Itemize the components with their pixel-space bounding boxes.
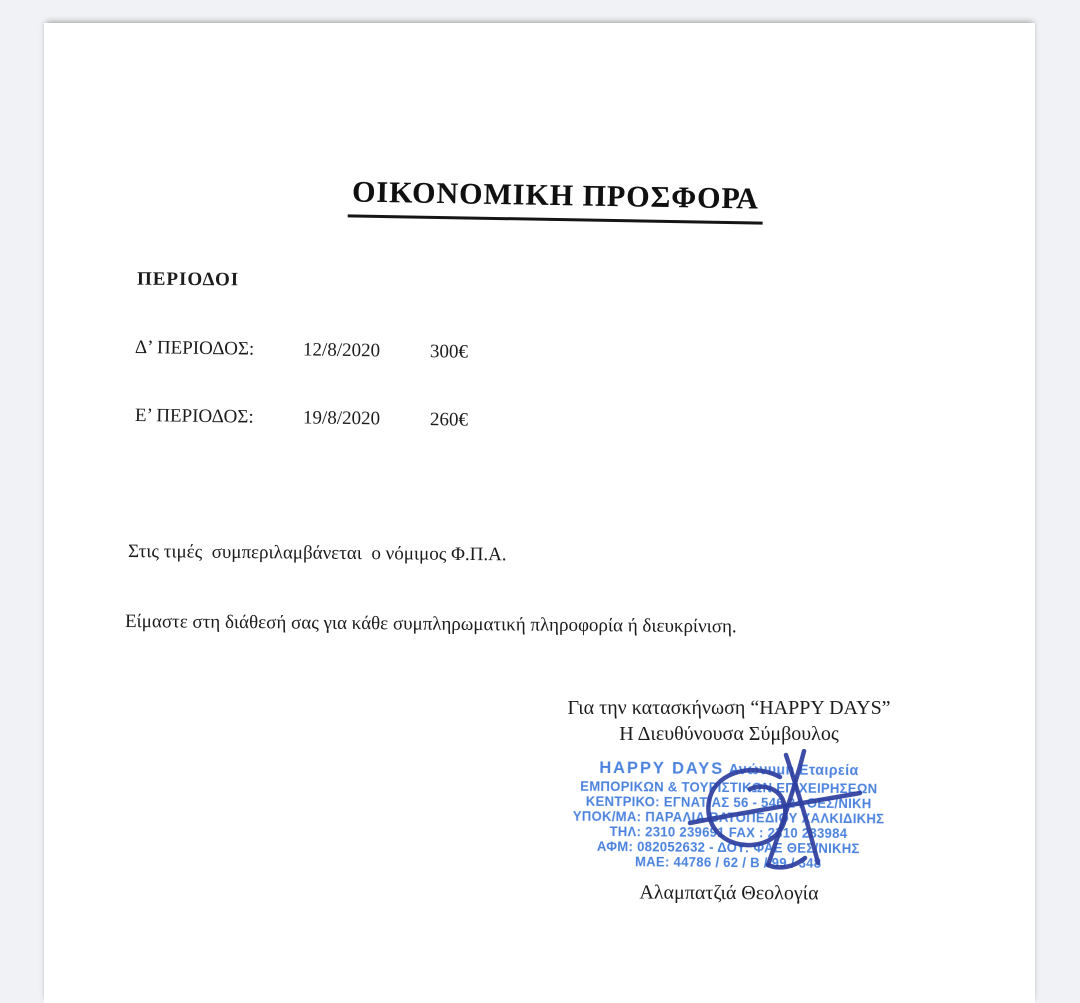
signer-name: Αλαμπατζιά Θεολογία: [639, 881, 819, 905]
title-wrap: [60, 170, 1052, 229]
stamp-line: ΤΗΛ: 2310 239691 FAX : 2310 283984: [609, 823, 848, 842]
signoff-role-line: Η Διευθύνουσα Σύμβουλος: [619, 723, 839, 745]
document-page: [44, 23, 1035, 1003]
stamp-line: ΚΕΝΤΡΙΚΟ: ΕΓΝΑΤΙΑΣ 56 - 546 24 ΘΕΣ/ΝΙΚΗ: [586, 793, 873, 812]
stamp-brand-suffix: Ανώνυμη Εταιρεία: [729, 761, 860, 780]
contact-note: Είμαστε στη διάθεσή σας για κάθε συμπληρωματική πληροφορία ή διευκρίνιση.: [124, 611, 737, 638]
period-row: [135, 405, 595, 433]
stamp-line: ΑΦΜ: 082052632 - ΔΟΥ: ΦΑΕ ΘΕΣ/ΝΙΚΗΣ: [597, 838, 861, 857]
company-stamp: [573, 758, 886, 872]
stamp-brand-line: [574, 758, 886, 782]
period-date: 12/8/2020: [302, 339, 381, 362]
signoff-for-line: Για την κατασκήνωση “HAPPY DAYS”: [567, 697, 891, 719]
page-title: ΟΙΚΟΝΟΜΙΚΗ ΠΡΟΣΦΟΡΑ: [348, 175, 764, 224]
stamp-line: ΕΜΠΟΡΙΚΩΝ & ΤΟΥΡΙΣΤΙΚΩΝ ΕΠΙΧΕΙΡΗΣΕΩΝ: [580, 778, 878, 797]
signoff-block: [514, 695, 944, 905]
period-label: Δ’ ΠΕΡΙΟΔΟΣ:: [134, 337, 255, 360]
vat-note: Στις τιμές συμπεριλαμβάνεται ο νόμιμος Φ.Π.Α.: [127, 541, 507, 566]
stamp-line: ΥΠΟΚ/ΜΑ: ΠΑΡΑΛΙΑ ΒΑΤΟΠΕΔΙΟΥ ΧΑΛΚΙΔΙΚΗΣ: [573, 808, 885, 827]
periods-heading: ΠΕΡΙΟΔΟΙ: [136, 268, 240, 291]
stamp-brand-name: HAPPY DAYS: [599, 757, 725, 778]
stamp-line: ΜΑΕ: 44786 / 62 / Β / 99 / 348: [635, 854, 822, 871]
period-price: 260€: [429, 409, 469, 431]
period-date: 19/8/2020: [302, 407, 381, 430]
period-row: [135, 337, 595, 365]
period-label: Ε’ ΠΕΡΙΟΔΟΣ:: [134, 405, 254, 428]
period-price: 300€: [429, 341, 469, 363]
